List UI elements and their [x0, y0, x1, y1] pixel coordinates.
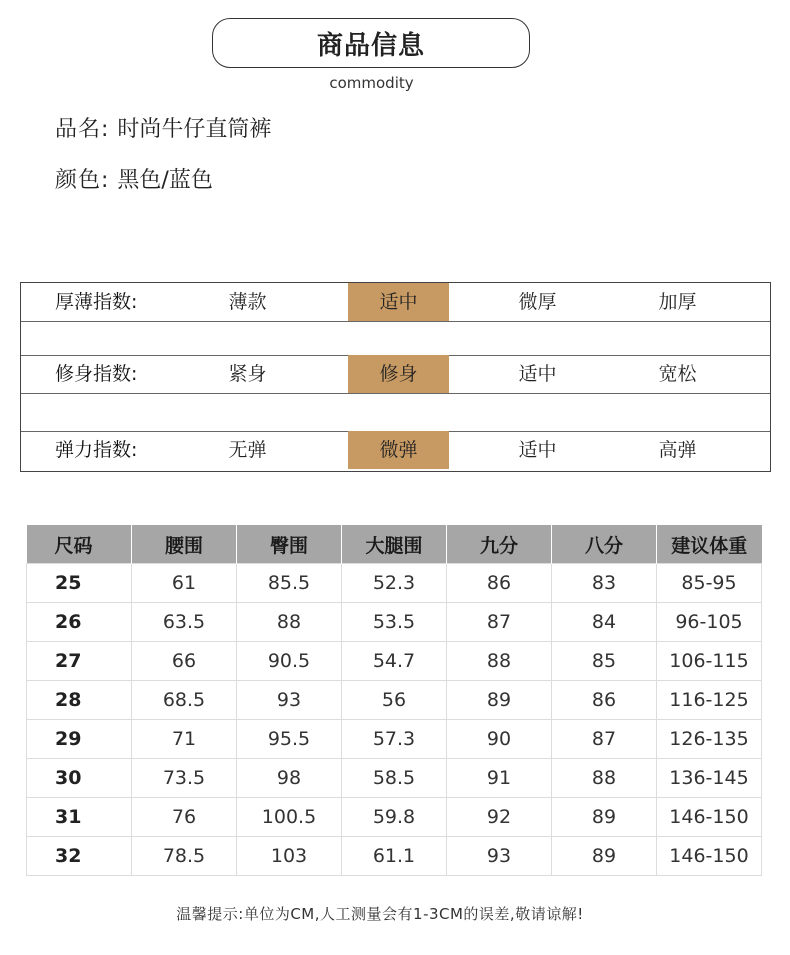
page-subtitle: commodity: [329, 74, 414, 92]
index-row: [21, 431, 770, 469]
index-option: 微厚: [518, 291, 557, 313]
size-cell: 26: [27, 603, 132, 642]
size-cell: 32: [27, 837, 132, 876]
measure-cell: 87: [447, 603, 552, 642]
measure-cell: 57.3: [342, 720, 447, 759]
measure-cell: 116-125: [657, 681, 762, 720]
title-box: [212, 18, 530, 68]
index-option: 无弹: [228, 439, 267, 461]
measure-cell: 71: [132, 720, 237, 759]
measure-cell: 84: [552, 603, 657, 642]
measure-cell: 90: [447, 720, 552, 759]
index-option: 适中: [518, 363, 557, 385]
index-table: [20, 282, 771, 472]
size-cell: 30: [27, 759, 132, 798]
measure-cell: 88: [237, 603, 342, 642]
measure-cell: 66: [132, 642, 237, 681]
product-color-value: 黑色/蓝色: [117, 168, 213, 193]
measure-cell: 61: [132, 564, 237, 603]
index-label: 厚薄指数:: [55, 291, 138, 313]
measure-cell: 91: [447, 759, 552, 798]
measure-cell: 88: [447, 642, 552, 681]
size-header-cell: 腰围: [132, 525, 237, 564]
index-label: 弹力指数:: [55, 439, 138, 461]
measure-cell: 96-105: [657, 603, 762, 642]
page-title: 商品信息: [316, 30, 425, 61]
table-row: [27, 681, 762, 720]
index-label: 修身指数:: [55, 363, 138, 385]
measure-cell: 83: [552, 564, 657, 603]
size-table: [26, 525, 762, 876]
measure-cell: 85: [552, 642, 657, 681]
table-row: [27, 759, 762, 798]
measure-cell: 58.5: [342, 759, 447, 798]
measure-cell: 76: [132, 798, 237, 837]
index-row: [21, 283, 770, 321]
measure-cell: 87: [552, 720, 657, 759]
measure-cell: 63.5: [132, 603, 237, 642]
size-header-cell: 九分: [447, 525, 552, 564]
product-color-line: [55, 163, 213, 194]
table-row: [27, 837, 762, 876]
size-header-cell: 建议体重: [657, 525, 762, 564]
measure-cell: 86: [552, 681, 657, 720]
size-cell: 27: [27, 642, 132, 681]
measure-cell: 136-145: [657, 759, 762, 798]
measure-cell: 106-115: [657, 642, 762, 681]
index-option-selected: 修身: [348, 355, 449, 393]
measure-cell: 103: [237, 837, 342, 876]
measure-cell: 92: [447, 798, 552, 837]
product-color-label: 颜色:: [55, 168, 110, 193]
measure-cell: 56: [342, 681, 447, 720]
measure-cell: 68.5: [132, 681, 237, 720]
measure-cell: 89: [447, 681, 552, 720]
index-option: 高弹: [658, 439, 697, 461]
size-table-header: [27, 525, 762, 564]
measure-cell: 146-150: [657, 798, 762, 837]
measure-cell: 93: [237, 681, 342, 720]
measure-cell: 95.5: [237, 720, 342, 759]
measure-cell: 89: [552, 837, 657, 876]
size-header-cell: 尺码: [27, 525, 132, 564]
measure-cell: 100.5: [237, 798, 342, 837]
index-option: 加厚: [658, 291, 697, 313]
measure-cell: 85-95: [657, 564, 762, 603]
table-row: [27, 798, 762, 837]
size-table-body: [27, 564, 762, 876]
measure-cell: 54.7: [342, 642, 447, 681]
product-name-label: 品名:: [55, 117, 110, 142]
measure-cell: 93: [447, 837, 552, 876]
measure-cell: 88: [552, 759, 657, 798]
table-row: [27, 642, 762, 681]
size-cell: 28: [27, 681, 132, 720]
index-divider: [21, 393, 770, 394]
measure-cell: 52.3: [342, 564, 447, 603]
measure-cell: 89: [552, 798, 657, 837]
measure-cell: 126-135: [657, 720, 762, 759]
size-cell: 31: [27, 798, 132, 837]
table-row: [27, 603, 762, 642]
measure-cell: 90.5: [237, 642, 342, 681]
index-row: [21, 355, 770, 393]
measure-cell: 146-150: [657, 837, 762, 876]
measurement-tip: 温馨提示:单位为CM,人工测量会有1-3CM的误差,敬请谅解!: [176, 905, 584, 923]
index-divider: [21, 321, 770, 322]
measure-cell: 59.8: [342, 798, 447, 837]
product-name-line: [55, 112, 271, 143]
product-name-value: 时尚牛仔直筒裤: [117, 117, 272, 142]
index-option: 宽松: [658, 363, 697, 385]
index-option: 紧身: [228, 363, 267, 385]
table-row: [27, 720, 762, 759]
index-option-selected: 适中: [348, 283, 449, 321]
size-header-cell: 大腿围: [342, 525, 447, 564]
measure-cell: 61.1: [342, 837, 447, 876]
measure-cell: 53.5: [342, 603, 447, 642]
size-header-cell: 八分: [552, 525, 657, 564]
measure-cell: 85.5: [237, 564, 342, 603]
size-cell: 25: [27, 564, 132, 603]
index-option-selected: 微弹: [348, 431, 449, 469]
table-row: [27, 564, 762, 603]
measure-cell: 73.5: [132, 759, 237, 798]
index-option: 薄款: [228, 291, 267, 313]
measure-cell: 98: [237, 759, 342, 798]
measure-cell: 86: [447, 564, 552, 603]
measure-cell: 78.5: [132, 837, 237, 876]
size-cell: 29: [27, 720, 132, 759]
index-option: 适中: [518, 439, 557, 461]
size-header-cell: 臀围: [237, 525, 342, 564]
